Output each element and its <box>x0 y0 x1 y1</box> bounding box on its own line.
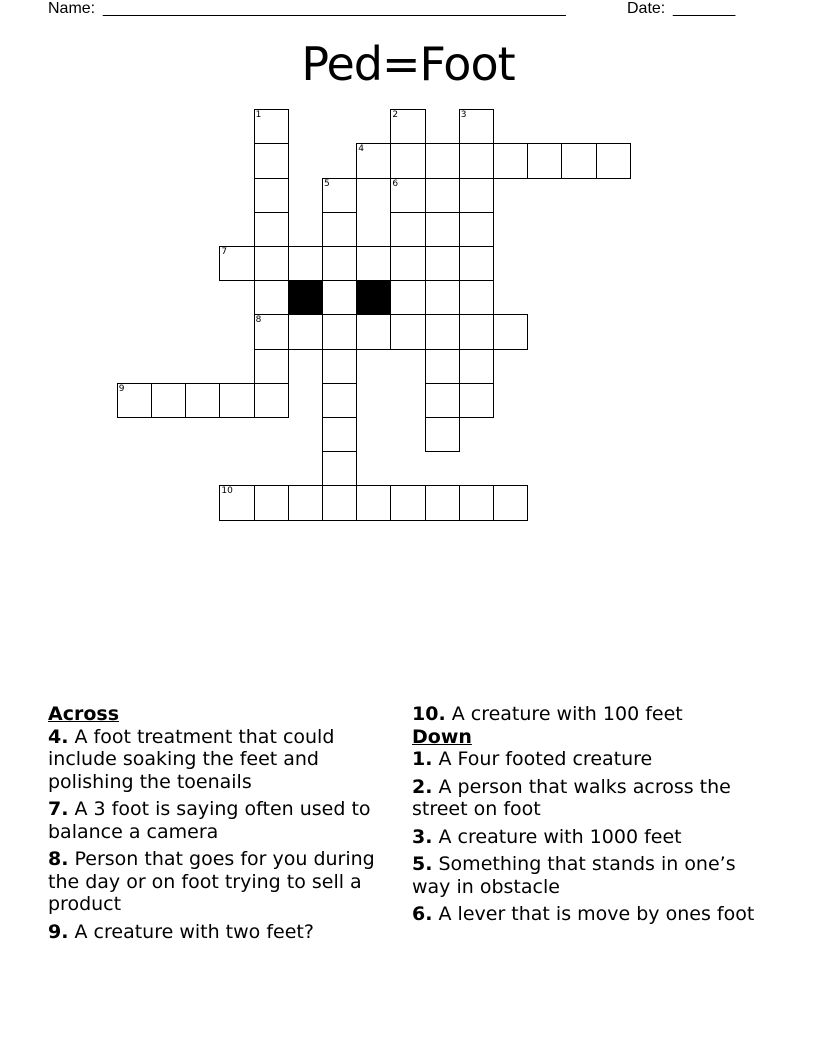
clue-number: 1. <box>412 748 433 770</box>
clue-number: 3. <box>412 825 433 848</box>
crossword-cell[interactable] <box>322 212 357 247</box>
crossword-cell[interactable] <box>459 485 494 520</box>
crossword-cell[interactable] <box>322 451 357 486</box>
across-clue-8 <box>48 848 408 916</box>
crossword-cell[interactable] <box>151 383 186 418</box>
crossword-cell[interactable] <box>425 280 460 315</box>
crossword-cell[interactable] <box>254 383 289 418</box>
crossword-cell[interactable] <box>425 178 460 213</box>
crossword-cell[interactable] <box>254 349 289 384</box>
crossword-cell[interactable] <box>390 212 425 247</box>
puzzle-title: Ped=Foot <box>301 37 515 91</box>
crossword-cell[interactable] <box>390 178 425 213</box>
crossword-cell[interactable] <box>390 109 425 144</box>
cell-number: 4 <box>358 144 364 155</box>
down-clue-1 <box>412 748 772 771</box>
crossword-cell[interactable] <box>254 109 289 144</box>
clues-column-right <box>412 703 772 931</box>
crossword-cell[interactable] <box>322 314 357 349</box>
crossword-cell[interactable] <box>459 246 494 281</box>
crossword-cell[interactable] <box>390 314 425 349</box>
crossword-cell[interactable] <box>185 383 220 418</box>
crossword-cell[interactable] <box>390 143 425 178</box>
crossword-cell[interactable] <box>425 246 460 281</box>
crossword-cell[interactable] <box>527 143 562 178</box>
crossword-cell[interactable] <box>254 143 289 178</box>
crossword-cell[interactable] <box>356 143 391 178</box>
name-label: Name: <box>48 0 96 17</box>
crossword-cell[interactable] <box>425 383 460 418</box>
cell-number: 2 <box>392 110 399 121</box>
crossword-cell[interactable] <box>254 178 289 213</box>
clue-text: A creature with 1000 feet <box>438 825 682 848</box>
clue-number: 7. <box>48 798 69 820</box>
crossword-cell[interactable] <box>254 246 289 281</box>
crossword-block <box>356 280 391 315</box>
crossword-cell[interactable] <box>425 212 460 247</box>
crossword-cell[interactable] <box>390 485 425 520</box>
crossword-cell[interactable] <box>254 314 289 349</box>
crossword-cell[interactable] <box>288 485 323 520</box>
across-clue-9 <box>48 921 408 944</box>
crossword-cell[interactable] <box>254 485 289 520</box>
name-field[interactable]: ____________________________________________________ <box>103 0 566 17</box>
cell-number: 10 <box>221 486 233 497</box>
cell-number: 3 <box>460 110 467 121</box>
clue-text: A 3 foot is saying often used to balance a camera <box>48 798 371 843</box>
crossword-cell[interactable] <box>288 246 323 281</box>
crossword-cell[interactable] <box>459 383 494 418</box>
crossword-cell[interactable] <box>219 246 254 281</box>
clue-text: Something that stands in one’s way in obstacle <box>412 853 736 898</box>
down-heading: Down <box>412 725 472 748</box>
crossword-cell[interactable] <box>356 246 391 281</box>
crossword-cell[interactable] <box>459 349 494 384</box>
clue-number: 2. <box>412 775 433 798</box>
clue-text: A creature with 100 feet <box>451 703 683 725</box>
crossword-cell[interactable] <box>459 143 494 178</box>
crossword-cell[interactable] <box>425 417 460 452</box>
crossword-block <box>288 280 323 315</box>
crossword-cell[interactable] <box>254 212 289 247</box>
clues-column-left <box>48 703 408 948</box>
crossword-cell[interactable] <box>254 280 289 315</box>
across-heading: Across <box>48 703 120 725</box>
crossword-cell[interactable] <box>425 349 460 384</box>
crossword-cell[interactable] <box>493 314 528 349</box>
crossword-cell[interactable] <box>219 383 254 418</box>
clue-number: 9. <box>48 920 69 943</box>
crossword-cell[interactable] <box>322 349 357 384</box>
crossword-cell[interactable] <box>288 314 323 349</box>
cell-number: 1 <box>255 110 262 121</box>
clue-text: A person that walks across the street on foot <box>412 775 731 820</box>
cell-number: 8 <box>255 315 262 326</box>
down-clue-5 <box>412 853 772 898</box>
crossword-cell[interactable] <box>356 314 391 349</box>
clue-number: 5. <box>412 853 433 875</box>
cell-number: 7 <box>221 247 228 257</box>
crossword-cell[interactable] <box>459 314 494 349</box>
crossword-cell[interactable] <box>459 280 494 315</box>
crossword-cell[interactable] <box>425 485 460 520</box>
clue-number: 4. <box>48 725 69 748</box>
crossword-cell[interactable] <box>219 485 254 520</box>
crossword-cell[interactable] <box>390 280 425 315</box>
clue-number: 8. <box>48 848 69 870</box>
across-clue-10 <box>412 703 772 726</box>
crossword-cell[interactable] <box>459 212 494 247</box>
clue-text: A Four footed creature <box>438 748 653 770</box>
cell-number: 6 <box>392 178 399 189</box>
crossword-cell[interactable] <box>493 143 528 178</box>
crossword-cell[interactable] <box>322 417 357 452</box>
crossword-cell[interactable] <box>493 485 528 520</box>
crossword-cell[interactable] <box>322 178 357 213</box>
crossword-cell[interactable] <box>117 383 152 418</box>
crossword-cell[interactable] <box>390 246 425 281</box>
clue-text: A foot treatment that could include soaking the feet and polishing the toenails <box>48 725 335 793</box>
crossword-cell[interactable] <box>596 143 631 178</box>
crossword-cell[interactable] <box>356 485 391 520</box>
down-clue-6 <box>412 903 772 926</box>
crossword-cell[interactable] <box>425 314 460 349</box>
crossword-cell[interactable] <box>459 109 494 144</box>
date-field[interactable]: _______ <box>673 0 736 17</box>
clue-number: 6. <box>412 903 433 925</box>
down-clue-2 <box>412 776 772 821</box>
clue-text: Person that goes for you during the day or on foot trying to sell a product <box>48 848 375 915</box>
cell-number: 5 <box>324 178 330 189</box>
clue-number: 10. <box>412 703 446 725</box>
crossword-cell[interactable] <box>322 383 357 418</box>
crossword-cell[interactable] <box>322 246 357 281</box>
across-clue-4 <box>48 726 408 794</box>
crossword-cell[interactable] <box>459 178 494 213</box>
crossword-cell[interactable] <box>561 143 596 178</box>
across-clue-7 <box>48 798 408 843</box>
clue-text: A creature with two feet? <box>74 920 314 943</box>
crossword-cell[interactable] <box>425 143 460 178</box>
crossword-cell[interactable] <box>322 280 357 315</box>
cell-number: 9 <box>118 383 125 394</box>
crossword-cell[interactable] <box>322 485 357 520</box>
down-clue-3 <box>412 826 772 849</box>
date-label: Date: <box>627 0 666 17</box>
clue-text: A lever that is move by ones foot <box>438 903 755 925</box>
